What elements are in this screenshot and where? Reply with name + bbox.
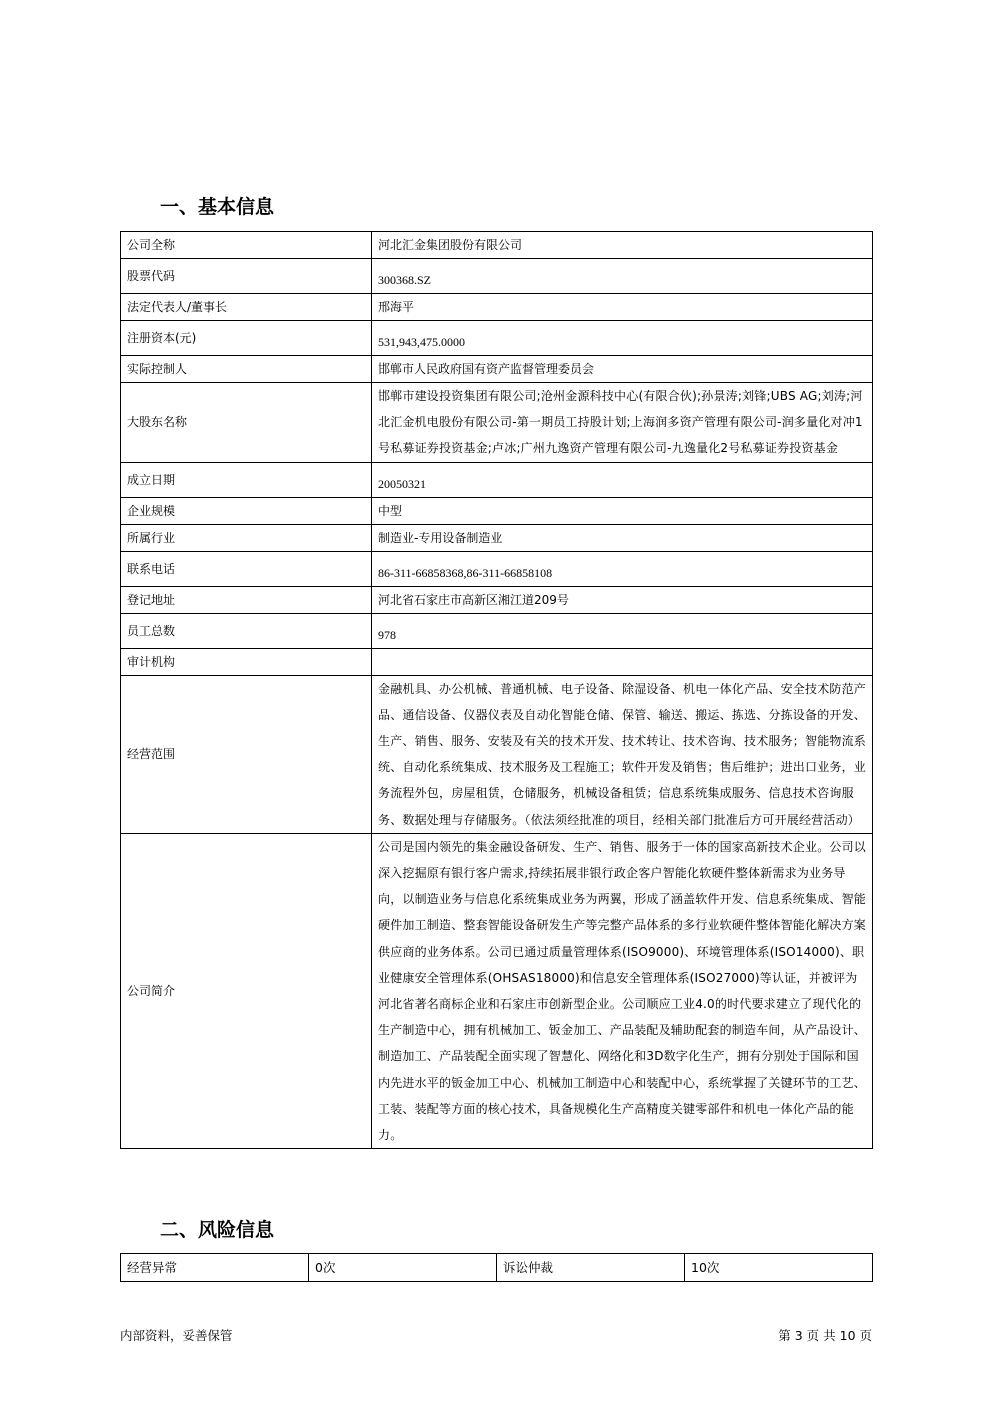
field-label: 实际控制人 xyxy=(121,356,372,383)
field-value: 86-311-66858368,86-311-66858108 xyxy=(372,551,873,586)
field-value: 河北省石家庄市高新区湘江道209号 xyxy=(372,586,873,613)
footer-confidential-note: 内部资料，妥善保管 xyxy=(120,1328,233,1343)
table-row xyxy=(121,551,873,586)
field-label: 注册资本(元) xyxy=(121,321,372,356)
table-row xyxy=(121,524,873,551)
table-row xyxy=(121,586,873,613)
field-value: 河北汇金集团股份有限公司 xyxy=(372,232,873,259)
field-label: 员工总数 xyxy=(121,613,372,648)
risk-value-litigation: 10次 xyxy=(685,1254,873,1282)
field-label: 所属行业 xyxy=(121,524,372,551)
field-value: 邯郸市建设投资集团有限公司;沧州金源科技中心(有限合伙);孙景涛;刘锋;UBS AG;刘涛;河北汇金机电股份有限公司-第一期员工持股计划;上海润多资产管理有限公司-润多量化对冲1号私募证券投资基金;卢冰;广州九逸资产管理有限公司-九逸量化2号私募证券投资基金 xyxy=(372,383,873,463)
field-value: 300368.SZ xyxy=(372,259,873,294)
risk-info-table xyxy=(120,1253,873,1282)
field-label: 联系电话 xyxy=(121,551,372,586)
table-row xyxy=(121,294,873,321)
field-value: 中型 xyxy=(372,497,873,524)
table-row xyxy=(121,462,873,497)
risk-label-litigation: 诉讼仲裁 xyxy=(497,1254,685,1282)
risk-label-abnormal: 经营异常 xyxy=(121,1254,309,1282)
field-value: 公司是国内领先的集金融设备研发、生产、销售、服务于一体的国家高新技术企业。公司以深入挖掘原有银行客户需求,持续拓展非银行政企客户智能化软硬件整体新需求为业务导向，以制造业务与信息化系统集成业务为两翼，形成了涵盖软件开发、信息系统集成、智能硬件加工制造、整套智能设备研发生产等完整产品体系的多行业软硬件整体智能化解决方案供应商的业务体系。公司已通过质量管理体系(ISO9000)、环境管理体系(ISO14000)、职业健康安全管理体系(OHSAS18000)和信息安全管理体系(ISO27000)等认证，并被评为河北省著名商标企业和石家庄市创新型企业。公司顺应工业4.0的时代要求建立了现代化的生产制造中心，拥有机械加工、钣金加工、产品装配及辅助配套的制造车间，从产品设计、制造加工、产品装配全面实现了智慧化、网络化和3D数字化生产，拥有分别处于国际和国内先进水平的钣金加工中心、机械加工制造中心和装配中心，系统掌握了关键环节的工艺、工装、装配等方面的核心技术，具备规模化生产高精度关键零部件和机电一体化产品的能力。 xyxy=(372,833,873,1148)
field-label: 成立日期 xyxy=(121,462,372,497)
field-value: 制造业-专用设备制造业 xyxy=(372,524,873,551)
table-row xyxy=(121,648,873,675)
risk-value-abnormal: 0次 xyxy=(309,1254,497,1282)
field-label: 公司全称 xyxy=(121,232,372,259)
table-row xyxy=(121,383,873,463)
field-label: 股票代码 xyxy=(121,259,372,294)
field-label: 企业规模 xyxy=(121,497,372,524)
field-label: 法定代表人/董事长 xyxy=(121,294,372,321)
table-row xyxy=(121,321,873,356)
field-value: 531,943,475.0000 xyxy=(372,321,873,356)
table-row xyxy=(121,497,873,524)
table-row xyxy=(121,613,873,648)
field-value xyxy=(372,648,873,675)
section-title-risk-info: 二、风险信息 xyxy=(160,1219,275,1241)
basic-info-table xyxy=(120,231,873,1149)
field-value: 邯郸市人民政府国有资产监督管理委员会 xyxy=(372,356,873,383)
field-label: 审计机构 xyxy=(121,648,372,675)
field-value: 邢海平 xyxy=(372,294,873,321)
footer-page-number: 第 3 页 共 10 页 xyxy=(778,1328,872,1343)
field-label: 公司简介 xyxy=(121,833,372,1148)
field-value: 978 xyxy=(372,613,873,648)
table-row xyxy=(121,259,873,294)
table-row xyxy=(121,675,873,833)
field-value: 金融机具、办公机械、普通机械、电子设备、除湿设备、机电一体化产品、安全技术防范产品、通信设备、仪器仪表及自动化智能仓储、保管、输送、搬运、拣选、分拣设备的开发、生产、销售、服务、安装及有关的技术开发、技术转让、技术咨询、技术服务；智能物流系统、自动化系统集成、技术服务及工程施工；软件开发及销售；售后维护；进出口业务，业务流程外包，房屋租赁，仓储服务，机械设备租赁；信息系统集成服务、信息技术咨询服务、数据处理与存储服务。（依法须经批准的项目，经相关部门批准后方可开展经营活动） xyxy=(372,675,873,833)
field-label: 经营范围 xyxy=(121,675,372,833)
table-row xyxy=(121,833,873,1148)
table-row xyxy=(121,356,873,383)
field-value: 20050321 xyxy=(372,462,873,497)
field-label: 大股东名称 xyxy=(121,383,372,463)
table-row xyxy=(121,1254,873,1282)
field-label: 登记地址 xyxy=(121,586,372,613)
table-row xyxy=(121,232,873,259)
section-title-basic-info: 一、基本信息 xyxy=(160,196,275,218)
